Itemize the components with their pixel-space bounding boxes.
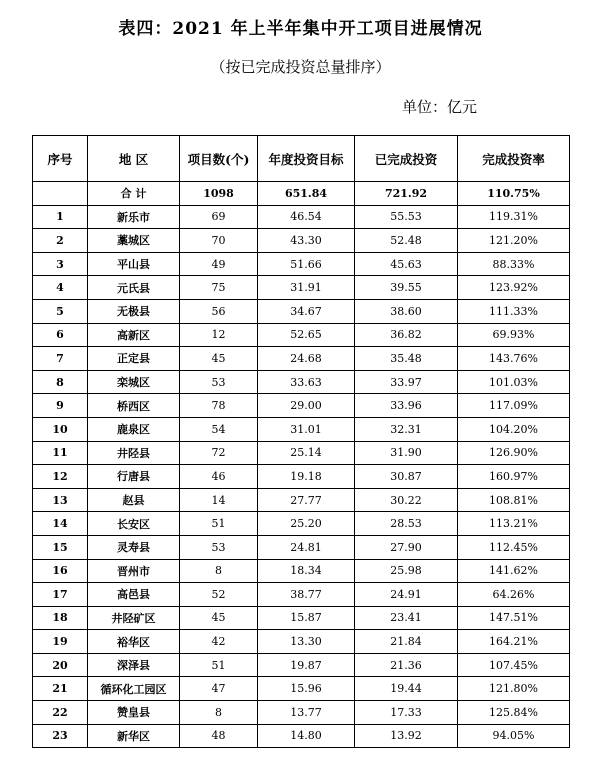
header-seq: 序号 bbox=[33, 136, 88, 182]
cell-region: 鹿泉区 bbox=[88, 417, 180, 441]
cell-completion-rate: 121.20% bbox=[458, 229, 570, 253]
cell-region: 平山县 bbox=[88, 252, 180, 276]
table-row bbox=[33, 229, 570, 253]
cell-seq: 22 bbox=[33, 701, 88, 725]
cell-region: 新乐市 bbox=[88, 205, 180, 229]
cell-region: 藁城区 bbox=[88, 229, 180, 253]
cell-completed: 30.87 bbox=[355, 465, 458, 489]
cell-project-count: 45 bbox=[180, 606, 258, 630]
cell-region: 新华区 bbox=[88, 724, 180, 748]
cell-completed: 25.98 bbox=[355, 559, 458, 583]
cell-region: 赵县 bbox=[88, 488, 180, 512]
cell-completion-rate: 160.97% bbox=[458, 465, 570, 489]
cell-completed: 28.53 bbox=[355, 512, 458, 536]
cell-seq: 15 bbox=[33, 535, 88, 559]
table-row bbox=[33, 252, 570, 276]
cell-seq: 5 bbox=[33, 299, 88, 323]
cell-seq: 17 bbox=[33, 583, 88, 607]
cell-completed: 52.48 bbox=[355, 229, 458, 253]
header-completed: 已完成投资 bbox=[355, 136, 458, 182]
cell-completion-rate: 94.05% bbox=[458, 724, 570, 748]
header-row bbox=[33, 136, 570, 182]
table-row bbox=[33, 394, 570, 418]
table-row bbox=[33, 299, 570, 323]
total-completion-rate: 110.75% bbox=[458, 182, 570, 206]
cell-completion-rate: 143.76% bbox=[458, 347, 570, 371]
table-subtitle: （按已完成投资总量排序） bbox=[210, 58, 391, 76]
header-completion-rate: 完成投资率 bbox=[458, 136, 570, 182]
cell-seq: 10 bbox=[33, 417, 88, 441]
cell-completed: 32.31 bbox=[355, 417, 458, 441]
cell-completion-rate: 123.92% bbox=[458, 276, 570, 300]
cell-project-count: 75 bbox=[180, 276, 258, 300]
cell-annual-target: 29.00 bbox=[258, 394, 355, 418]
cell-seq: 12 bbox=[33, 465, 88, 489]
cell-completion-rate: 101.03% bbox=[458, 370, 570, 394]
cell-project-count: 72 bbox=[180, 441, 258, 465]
cell-seq: 20 bbox=[33, 653, 88, 677]
cell-seq: 9 bbox=[33, 394, 88, 418]
cell-project-count: 53 bbox=[180, 370, 258, 394]
cell-seq: 7 bbox=[33, 347, 88, 371]
cell-region: 灵寿县 bbox=[88, 535, 180, 559]
cell-project-count: 78 bbox=[180, 394, 258, 418]
cell-project-count: 53 bbox=[180, 535, 258, 559]
unit-label: 单位：亿元 bbox=[402, 98, 478, 116]
cell-region: 赞皇县 bbox=[88, 701, 180, 725]
total-completed: 721.92 bbox=[355, 182, 458, 206]
total-seq bbox=[33, 182, 88, 206]
table-row bbox=[33, 465, 570, 489]
total-row bbox=[33, 182, 570, 206]
table-row bbox=[33, 276, 570, 300]
cell-completion-rate: 64.26% bbox=[458, 583, 570, 607]
cell-region: 深泽县 bbox=[88, 653, 180, 677]
cell-region: 桥西区 bbox=[88, 394, 180, 418]
cell-region: 晋州市 bbox=[88, 559, 180, 583]
cell-project-count: 51 bbox=[180, 512, 258, 536]
cell-completion-rate: 141.62% bbox=[458, 559, 570, 583]
cell-annual-target: 15.96 bbox=[258, 677, 355, 701]
cell-seq: 18 bbox=[33, 606, 88, 630]
cell-annual-target: 13.30 bbox=[258, 630, 355, 654]
cell-annual-target: 19.87 bbox=[258, 653, 355, 677]
cell-completion-rate: 119.31% bbox=[458, 205, 570, 229]
cell-seq: 2 bbox=[33, 229, 88, 253]
cell-completed: 33.97 bbox=[355, 370, 458, 394]
cell-seq: 11 bbox=[33, 441, 88, 465]
cell-completion-rate: 126.90% bbox=[458, 441, 570, 465]
cell-completion-rate: 69.93% bbox=[458, 323, 570, 347]
cell-project-count: 46 bbox=[180, 465, 258, 489]
cell-completed: 39.55 bbox=[355, 276, 458, 300]
cell-completed: 38.60 bbox=[355, 299, 458, 323]
cell-completion-rate: 121.80% bbox=[458, 677, 570, 701]
cell-region: 井陉县 bbox=[88, 441, 180, 465]
cell-seq: 8 bbox=[33, 370, 88, 394]
total-label: 合 计 bbox=[88, 182, 180, 206]
header-region: 地 区 bbox=[88, 136, 180, 182]
cell-completed: 21.36 bbox=[355, 653, 458, 677]
cell-completed: 24.91 bbox=[355, 583, 458, 607]
table-row bbox=[33, 583, 570, 607]
cell-annual-target: 14.80 bbox=[258, 724, 355, 748]
table-row bbox=[33, 559, 570, 583]
cell-completed: 21.84 bbox=[355, 630, 458, 654]
cell-seq: 4 bbox=[33, 276, 88, 300]
cell-seq: 13 bbox=[33, 488, 88, 512]
table-row bbox=[33, 606, 570, 630]
cell-completion-rate: 113.21% bbox=[458, 512, 570, 536]
cell-completion-rate: 147.51% bbox=[458, 606, 570, 630]
cell-completion-rate: 104.20% bbox=[458, 417, 570, 441]
cell-completion-rate: 88.33% bbox=[458, 252, 570, 276]
cell-completion-rate: 125.84% bbox=[458, 701, 570, 725]
cell-completion-rate: 117.09% bbox=[458, 394, 570, 418]
cell-seq: 1 bbox=[33, 205, 88, 229]
cell-region: 栾城区 bbox=[88, 370, 180, 394]
cell-region: 无极县 bbox=[88, 299, 180, 323]
cell-project-count: 51 bbox=[180, 653, 258, 677]
cell-seq: 6 bbox=[33, 323, 88, 347]
table-row bbox=[33, 323, 570, 347]
table-row bbox=[33, 512, 570, 536]
cell-project-count: 70 bbox=[180, 229, 258, 253]
cell-annual-target: 31.91 bbox=[258, 276, 355, 300]
cell-completion-rate: 107.45% bbox=[458, 653, 570, 677]
cell-annual-target: 31.01 bbox=[258, 417, 355, 441]
cell-completed: 13.92 bbox=[355, 724, 458, 748]
cell-annual-target: 13.77 bbox=[258, 701, 355, 725]
cell-annual-target: 38.77 bbox=[258, 583, 355, 607]
cell-annual-target: 46.54 bbox=[258, 205, 355, 229]
table-row bbox=[33, 205, 570, 229]
cell-completion-rate: 111.33% bbox=[458, 299, 570, 323]
table-row bbox=[33, 630, 570, 654]
cell-project-count: 8 bbox=[180, 701, 258, 725]
cell-completed: 36.82 bbox=[355, 323, 458, 347]
cell-completed: 35.48 bbox=[355, 347, 458, 371]
cell-region: 正定县 bbox=[88, 347, 180, 371]
cell-region: 裕华区 bbox=[88, 630, 180, 654]
cell-region: 高新区 bbox=[88, 323, 180, 347]
cell-project-count: 56 bbox=[180, 299, 258, 323]
cell-project-count: 8 bbox=[180, 559, 258, 583]
cell-annual-target: 25.20 bbox=[258, 512, 355, 536]
cell-completed: 19.44 bbox=[355, 677, 458, 701]
cell-completed: 55.53 bbox=[355, 205, 458, 229]
total-annual-target: 651.84 bbox=[258, 182, 355, 206]
cell-annual-target: 18.34 bbox=[258, 559, 355, 583]
table-row bbox=[33, 488, 570, 512]
cell-completed: 45.63 bbox=[355, 252, 458, 276]
table-title: 表四：2021 年上半年集中开工项目进展情况 bbox=[118, 19, 483, 39]
cell-completed: 30.22 bbox=[355, 488, 458, 512]
cell-annual-target: 27.77 bbox=[258, 488, 355, 512]
cell-seq: 21 bbox=[33, 677, 88, 701]
cell-annual-target: 52.65 bbox=[258, 323, 355, 347]
cell-annual-target: 51.66 bbox=[258, 252, 355, 276]
table-row bbox=[33, 370, 570, 394]
table-row bbox=[33, 724, 570, 748]
total-project-count: 1098 bbox=[180, 182, 258, 206]
cell-annual-target: 34.67 bbox=[258, 299, 355, 323]
cell-project-count: 52 bbox=[180, 583, 258, 607]
cell-region: 循环化工园区 bbox=[88, 677, 180, 701]
table-row bbox=[33, 535, 570, 559]
cell-annual-target: 15.87 bbox=[258, 606, 355, 630]
cell-project-count: 45 bbox=[180, 347, 258, 371]
cell-completion-rate: 164.21% bbox=[458, 630, 570, 654]
cell-annual-target: 43.30 bbox=[258, 229, 355, 253]
cell-annual-target: 24.81 bbox=[258, 535, 355, 559]
table-row bbox=[33, 701, 570, 725]
cell-region: 高邑县 bbox=[88, 583, 180, 607]
cell-seq: 14 bbox=[33, 512, 88, 536]
header-project-count: 项目数(个) bbox=[180, 136, 258, 182]
cell-completed: 31.90 bbox=[355, 441, 458, 465]
cell-region: 行唐县 bbox=[88, 465, 180, 489]
cell-project-count: 48 bbox=[180, 724, 258, 748]
cell-seq: 23 bbox=[33, 724, 88, 748]
cell-region: 元氏县 bbox=[88, 276, 180, 300]
cell-annual-target: 25.14 bbox=[258, 441, 355, 465]
cell-project-count: 47 bbox=[180, 677, 258, 701]
cell-seq: 19 bbox=[33, 630, 88, 654]
cell-seq: 3 bbox=[33, 252, 88, 276]
cell-project-count: 14 bbox=[180, 488, 258, 512]
header-annual-target: 年度投资目标 bbox=[258, 136, 355, 182]
cell-annual-target: 19.18 bbox=[258, 465, 355, 489]
cell-project-count: 49 bbox=[180, 252, 258, 276]
progress-table bbox=[32, 135, 570, 748]
cell-project-count: 42 bbox=[180, 630, 258, 654]
cell-region: 长安区 bbox=[88, 512, 180, 536]
cell-region: 井陉矿区 bbox=[88, 606, 180, 630]
table-row bbox=[33, 653, 570, 677]
cell-completion-rate: 112.45% bbox=[458, 535, 570, 559]
cell-project-count: 12 bbox=[180, 323, 258, 347]
cell-completed: 23.41 bbox=[355, 606, 458, 630]
cell-annual-target: 33.63 bbox=[258, 370, 355, 394]
table-row bbox=[33, 347, 570, 371]
cell-completed: 27.90 bbox=[355, 535, 458, 559]
cell-seq: 16 bbox=[33, 559, 88, 583]
cell-project-count: 69 bbox=[180, 205, 258, 229]
cell-annual-target: 24.68 bbox=[258, 347, 355, 371]
table-row bbox=[33, 441, 570, 465]
cell-completed: 17.33 bbox=[355, 701, 458, 725]
cell-completion-rate: 108.81% bbox=[458, 488, 570, 512]
cell-completed: 33.96 bbox=[355, 394, 458, 418]
table-row bbox=[33, 417, 570, 441]
table-row bbox=[33, 677, 570, 701]
cell-project-count: 54 bbox=[180, 417, 258, 441]
